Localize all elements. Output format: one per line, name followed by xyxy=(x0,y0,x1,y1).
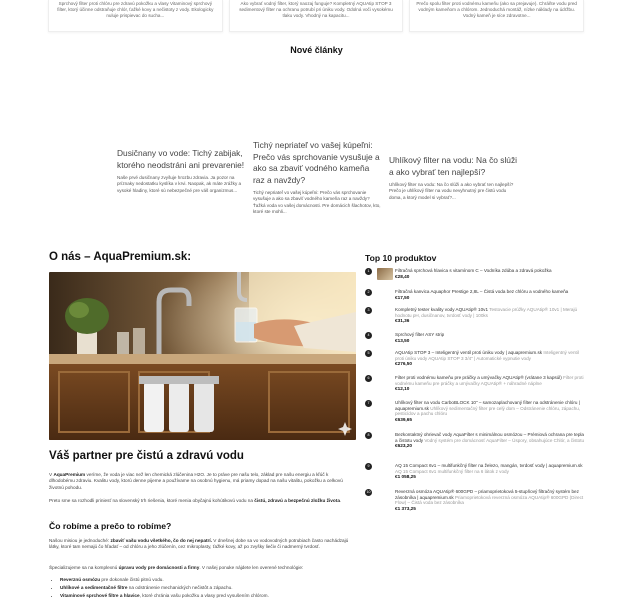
product-title[interactable]: Bezkontaktný ohrievač vody AquaFilter s minimálnou osmózou – Prémiová ochrana pre tepla a čistotu vody xyxy=(395,432,584,443)
related-card[interactable] xyxy=(409,0,584,32)
product-info[interactable] xyxy=(395,489,585,511)
product-title[interactable]: AQ 15 Compact 6v1 – multifunkčný filter na železo, mangán, tvrdosť vody | aquapremium.sk xyxy=(395,463,583,468)
para-rest: . V našej ponuke nájdete len overené technológie: xyxy=(199,565,304,570)
product-rank: 3 xyxy=(365,307,372,314)
para-bold: zbaviť vašu vodu všetkého, čo do nej nepatrí. xyxy=(110,538,212,543)
related-card-text: Ako vybrať vodný filter, ktorý naozaj funguje? Kompletný AQUAtip STOP 3 sedimentový filter na ochranu potrubí pri úniku vody. Odolná voči vysokému tlaku vody. Vhodný na kapacitu... xyxy=(239,1,393,19)
para-intro: V xyxy=(49,472,54,477)
product-info[interactable] xyxy=(395,400,585,422)
list-item-bold: Vitamínové sprchové filtre a hlavice xyxy=(60,593,140,598)
product-subtitle: Filter proti vodnému kameňu pre práčky a umývačky AQUAtip® + náhradné náplne xyxy=(395,375,584,386)
related-card-text: Prečo spolu filter proti vodnému kameňu (ako sa prejavuje). Chráňte vodu pred vodným kameňom a chlórom. Jednoduchá montáž, nízke náklady na údržbu. Vodný kameň je síce zdravotne... xyxy=(416,1,577,19)
product-price: €623,20 xyxy=(395,443,412,449)
product-rank: 9 xyxy=(365,463,372,470)
para-rest: V dnešnej dobe sa vo vodovodných potrubiach často nachádzajú látky, ktoré tam nemajú čo hľadať – od chlóru a jeho zlúčenín, cez mikroplasty, ťažké kovy, až po zvyšky liečiv či nadmerný tvrdosť. xyxy=(49,538,349,550)
list-item-text: , ktoré chránia vašu pokožku a vlasy pred vysušením chlórom. xyxy=(139,593,269,598)
article-card[interactable] xyxy=(117,148,245,194)
product-subtitle: AQ 15 Compact 6v1 multifunkčný filter na 6 látok z vody xyxy=(395,468,509,474)
kitchen-photo-illustration xyxy=(49,272,356,440)
product-rank: 4 xyxy=(365,332,372,339)
related-card[interactable] xyxy=(48,0,223,32)
product-thumbnail[interactable] xyxy=(377,268,393,280)
list-item xyxy=(60,576,350,584)
list-item-text: pre dokonale čistú pitnú vodu. xyxy=(100,577,164,582)
product-rank: 2 xyxy=(365,289,372,296)
product-subtitle: Testovacie prúžky AQUAtip® 10v1 | Merajú hodnotu pH, dusičnanov, tvrdosť vody | 100ks xyxy=(395,307,578,318)
product-title[interactable]: Uhlíkový filter na vodu CarboBLOCK 10" – samozaplachovaný filter na odstránenie chlóru | aquapremium.sk xyxy=(395,400,580,411)
product-info[interactable] xyxy=(395,463,585,480)
related-card[interactable] xyxy=(229,0,404,32)
technology-list xyxy=(60,576,350,600)
product-info[interactable] xyxy=(395,432,585,449)
partner-title: Váš partner pre čistú a zdravú vodu xyxy=(49,450,244,462)
para-text: Špecializujeme sa na komplexnú xyxy=(49,565,119,570)
product-info[interactable] xyxy=(395,307,585,324)
product-info[interactable] xyxy=(395,289,585,300)
article-desc: Uhlíkový filter na vodu: Na čo slúži a ako vybrať ten najlepší? Prečo je uhlíkový filter na vodu nevyhnutný pre čistú vodu doma, a ktorý model si vybrať?... xyxy=(389,182,514,200)
product-info[interactable] xyxy=(395,350,585,367)
list-item xyxy=(60,584,350,592)
list-item xyxy=(60,592,350,600)
new-articles-title: Nové články xyxy=(290,45,343,55)
product-title[interactable]: Reverzná osmóza AQUAtip® 600GPD – priamoprietoková 5-stupňový filtračný systém bez zásobníka | aquapremium.sk xyxy=(395,489,579,500)
list-item-bold: Uhlíkové a sedimentačné filtre xyxy=(60,585,128,590)
product-price: €12,10 xyxy=(395,386,410,392)
about-paragraph xyxy=(49,498,349,504)
articles-grid xyxy=(117,140,517,230)
product-price: €13,50 xyxy=(395,337,410,343)
related-card-text: Sprchový filter proti chlóru pre zdravú pokožku a vlasy Vitaminový sprchový filter, ktorý účinne odstraňuje chlór, ťažké kovy a nečistoty z vody. Ekologicky nuluje prispievac do sucha... xyxy=(57,1,214,19)
para-end: . xyxy=(339,498,342,503)
about-title: O nás – AquaPremium.sk: xyxy=(49,251,192,263)
article-desc: Naše prvé dusičnany zvyšuje hrozbu zdravia. Ja pozor na príznaky nedostatku kyslíka v krvi. Naopak, ak máte zrážky a vysoké hladiny, ktoré sú nebezpečné pre váš organizmus... xyxy=(117,175,242,193)
article-title[interactable]: Dusičnany vo vode: Tichý zabijak, ktorého neodstráni ani prevarenie! xyxy=(117,148,245,170)
list-item-text: na odstránenie mechanických nečistôt a zápachu. xyxy=(127,585,233,590)
related-cards xyxy=(48,0,584,32)
mission-paragraph xyxy=(49,538,349,551)
para-text: Preto sme sa rozhodli priniesť na slovenský trh riešenia, ktoré menia obyčajnú kohútikovú vodu na xyxy=(49,498,255,503)
product-title[interactable]: Filtračná kanvica Aquaphor Prestige 2,8L – Čistá voda bez chlóru a vodného kameňa xyxy=(395,289,569,294)
kitchen-water-photo xyxy=(49,272,356,440)
product-info[interactable] xyxy=(395,375,585,392)
article-card[interactable] xyxy=(389,155,517,201)
para-text: veríme, že voda je viac než len chemická zlúčenina H2O. Je to práve pre našu telo, základ pre našu energiu a kľúč k dlhodobému zdraviu. Kvalitu vody, ktorú denne pijeme a používame na osobnú hygienu, má priamy dopad na našu vitalitu, pokožku a celkovú životnú pohodu. xyxy=(49,472,343,490)
list-item-bold: Reverznú osmózu xyxy=(60,577,101,582)
article-title[interactable]: Uhlíkový filter na vodu: Na čo slúži a ako vybrať ten najlepší? xyxy=(389,155,518,177)
para-text: Našou misiou je jednoduché: xyxy=(49,538,111,543)
product-price: €1 373,25 xyxy=(395,505,416,511)
product-rank: 10 xyxy=(366,490,371,494)
product-title[interactable]: Kompletný tester kvality vody AQUAtip® 10v1 xyxy=(395,307,489,312)
product-subtitle: Priamoprietoková reverzná osmóza AQUAtip® 600GPD (Direct Flow) – Čistá voda bez zásobníka xyxy=(395,494,584,506)
product-subtitle: Uhlíkový sedimentačný filter pre celý dom – Odstránenie chlóru, zápachu, pesticídov a pachu chlóru xyxy=(395,405,581,417)
product-title[interactable]: Sprchový filter ASY strip xyxy=(395,332,445,337)
product-price: €639,65 xyxy=(395,416,412,422)
product-title[interactable]: Filter proti vodnému kameňu pre práčky a umývačky AQUAtip® (vrátane 3 kapsúl) xyxy=(395,375,562,380)
product-info[interactable] xyxy=(395,268,585,279)
brand-name: AquaPremium xyxy=(53,472,86,477)
product-subtitle: Vodný systém pre domácnosť AquaFilter – Úspory, obsahujúce Chlór, a čistotu xyxy=(423,437,585,443)
para-bold: čistú, zdravú a bezpečnú zložku života xyxy=(254,498,340,503)
para-bold: úpravu vody pre domácnosti a firmy xyxy=(118,565,200,570)
product-price: €1 058,25 xyxy=(395,474,416,480)
product-price: €28,40 xyxy=(395,273,410,279)
article-card[interactable] xyxy=(253,140,381,215)
article-desc: Tichý nepriateľ vo vašej kúpeľni: Prečo vás sprchovanie vysušuje a ako sa zbaviť vodného kameňa raz a navždy? Ťažká voda vo vašej domácnosti. Pre domácich šlachotov, kto, ktoré ste mohli... xyxy=(253,190,381,214)
product-rank: 1 xyxy=(365,268,372,275)
product-price: €31,36 xyxy=(395,318,410,324)
product-subtitle: Inteligentný ventil proti úniku vody AQUAtip STOP 3 3/4" | Automatické vypnutie vody xyxy=(395,350,579,361)
what-we-do-title: Čo robíme a prečo to robíme? xyxy=(49,521,172,531)
product-info[interactable] xyxy=(395,332,585,343)
top10-title: Top 10 produktov xyxy=(365,253,437,263)
article-title[interactable]: Tichý nepriateľ vo vašej kúpeľni: Prečo vás sprchovanie vysušuje a ako sa zbaviť vodného kameňa raz a navždy? xyxy=(253,140,380,185)
product-title[interactable]: AQUAtip STOP 3 – Inteligentný ventil proti úniku vody | aquapremium.sk xyxy=(395,350,543,355)
product-title[interactable]: Filtračná sprchová hlavica s vitamínom C – Vodníka zdúba a zdravá pokožka xyxy=(395,268,552,273)
about-paragraph xyxy=(49,472,349,491)
specialization-paragraph xyxy=(49,565,349,571)
product-rank: 5 xyxy=(365,350,372,357)
product-price: €17,50 xyxy=(395,294,410,300)
product-rank: 7 xyxy=(365,400,372,407)
product-price: €276,50 xyxy=(395,361,412,367)
product-rank: 6 xyxy=(365,375,372,382)
product-rank: 8 xyxy=(365,432,372,439)
